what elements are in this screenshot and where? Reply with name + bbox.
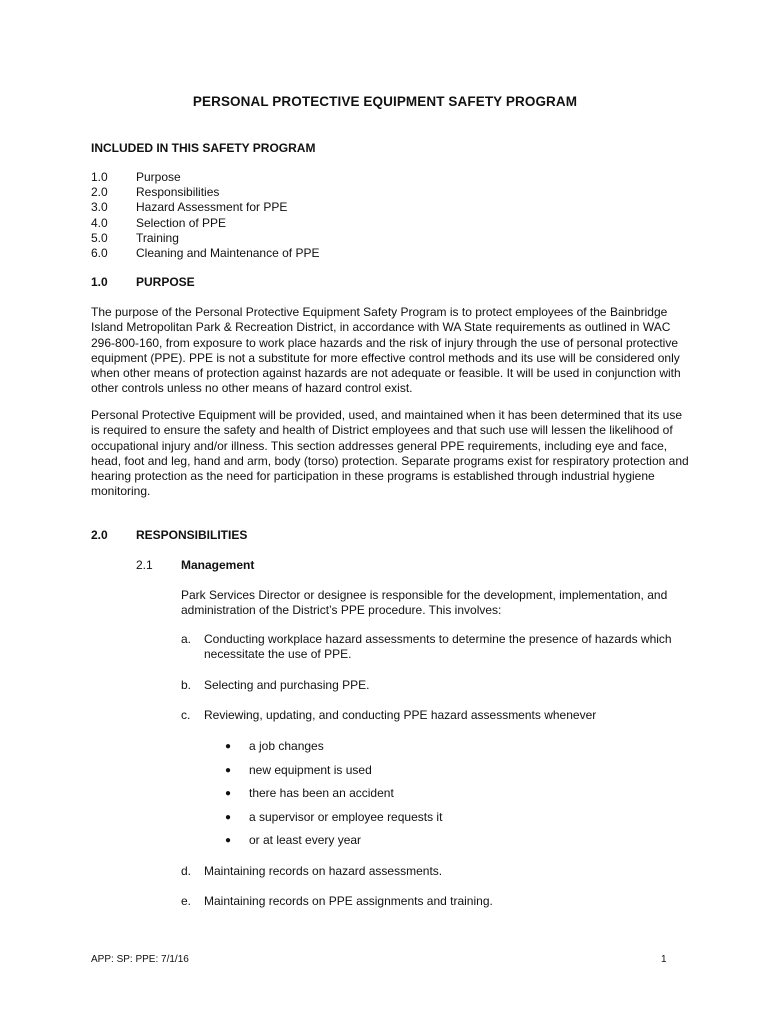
- toc-number: 4.0: [91, 215, 108, 230]
- toc-item: [91, 246, 319, 261]
- list-letter: a.: [181, 632, 192, 646]
- list-text: Maintaining records on PPE assignments and training.: [204, 894, 493, 908]
- bullet-text: or at least every year: [249, 833, 362, 847]
- list-text: Maintaining records on hazard assessments.: [204, 864, 443, 878]
- list-text: Selecting and purchasing PPE.: [204, 678, 370, 692]
- list-item: [181, 708, 681, 723]
- toc-number: 1.0: [91, 170, 108, 184]
- included-heading: INCLUDED IN THIS SAFETY PROGRAM: [91, 141, 316, 155]
- toc-item: [91, 185, 319, 200]
- toc-number: 3.0: [91, 200, 108, 215]
- toc-number: 5.0: [91, 230, 108, 245]
- list-item: [181, 864, 681, 879]
- purpose-paragraph-1: The purpose of the Personal Protective Equipment Safety Program is to protect employees of the Bainbridge Island Metropolitan Park & Recreation District, in accordance with WA State requirements as outlined in WAC 296-800-160, from exposure to work place hazards and the risk of injury through the use of personal protective equipment (PPE). PPE is not a substitute for more effective control methods and its use will be considered only when other means of protection against hazards are not adequate or feasible. It will be used in conjunction with other controls unless no other means of hazard control exist.: [91, 305, 681, 396]
- responsibilities-heading: [91, 528, 247, 542]
- page-number: 1: [661, 954, 667, 965]
- list-letter: d.: [181, 864, 192, 878]
- purpose-heading: [91, 275, 195, 289]
- bullet-item: [225, 786, 442, 810]
- toc-label: Cleaning and Maintenance of PPE: [136, 246, 320, 261]
- section-number: 1.0: [91, 275, 108, 289]
- list-letter: b.: [181, 678, 192, 692]
- toc-item: [91, 216, 319, 231]
- bullet-item: [225, 739, 442, 763]
- toc-label: Purpose: [136, 170, 181, 184]
- bullet-item: [225, 763, 442, 787]
- list-item: [181, 678, 681, 693]
- toc-item: [91, 200, 319, 215]
- list-text: Conducting workplace hazard assessments to determine the presence of hazards which necessitate the use of PPE.: [204, 632, 672, 662]
- bullet-text: a job changes: [249, 739, 324, 753]
- section-title: RESPONSIBILITIES: [136, 528, 248, 542]
- subsection-title: Management: [181, 558, 255, 572]
- toc-item: [91, 231, 319, 246]
- toc-number: 6.0: [91, 246, 108, 261]
- list-item: [181, 894, 681, 909]
- bullet-icon: ●: [225, 811, 232, 823]
- bullet-icon: ●: [225, 788, 232, 799]
- bullet-icon: ●: [225, 764, 232, 776]
- list-letter: c.: [181, 708, 191, 722]
- toc-label: Hazard Assessment for PPE: [136, 200, 288, 215]
- table-of-contents: [91, 170, 319, 261]
- bullet-item: [225, 810, 442, 834]
- toc-number: 2.0: [91, 185, 108, 200]
- bullet-icon: ●: [225, 741, 232, 752]
- list-item: [181, 632, 681, 663]
- document-title: PERSONAL PROTECTIVE EQUIPMENT SAFETY PROGRAM: [192, 94, 578, 109]
- bullet-list: [225, 739, 442, 857]
- section-title: PURPOSE: [136, 275, 195, 289]
- list-text: Reviewing, updating, and conducting PPE hazard assessments whenever: [204, 708, 597, 722]
- subsection-number: 2.1: [136, 558, 153, 572]
- management-intro: Park Services Director or designee is responsible for the development, implementation, and administration of the District’s PPE procedure. This involves:: [181, 588, 668, 618]
- bullet-text: new equipment is used: [249, 762, 372, 777]
- purpose-paragraph-2: Personal Protective Equipment will be provided, used, and maintained when it has been determined that its use is required to ensure the safety and health of District employees and that such use will lessen the likelihood of occupational injury and/or illness. This section addresses general PPE requirements, including eye and face, head, foot and leg, hand and arm, body (torso) protection. Separate programs exist for respiratory protection and hearing protection as the need for participation in these programs is established through industrial hygiene monitoring.: [91, 408, 689, 499]
- bullet-item: [225, 833, 442, 857]
- toc-label: Training: [136, 230, 179, 245]
- bullet-text: there has been an accident: [249, 786, 394, 800]
- footer-document-code: APP: SP: PPE: 7/1/16: [91, 954, 189, 965]
- bullet-icon: ●: [225, 835, 232, 846]
- toc-label: Responsibilities: [136, 185, 220, 200]
- toc-item: [91, 170, 319, 185]
- management-heading: [136, 558, 254, 572]
- section-number: 2.0: [91, 528, 108, 542]
- toc-label: Selection of PPE: [136, 215, 227, 230]
- list-letter: e.: [181, 894, 192, 908]
- bullet-text: a supervisor or employee requests it: [249, 809, 443, 824]
